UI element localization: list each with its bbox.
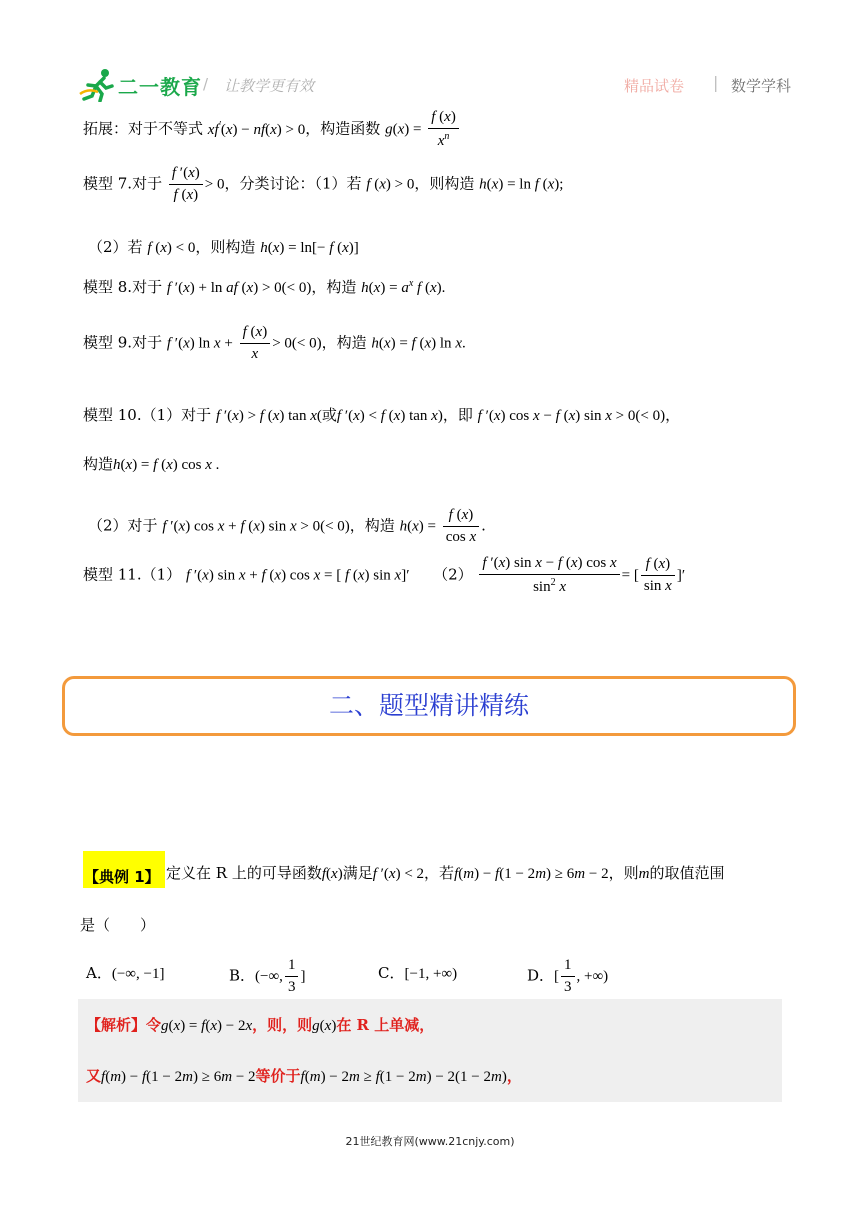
header-divider: / xyxy=(203,75,209,93)
stem-part-5: 的取值范围 xyxy=(649,864,725,882)
fraction: $\frac{\text{f ′(x) sin x − f (x) cos x}}{\sin^2 x}$ xyxy=(479,556,619,595)
model-8-mid: ，构造 xyxy=(311,278,357,296)
analysis-line-2-a: 又 xyxy=(86,1067,102,1085)
formula: f(m) − f(1 − 2m) ≥ 6m − 2 xyxy=(101,1069,256,1085)
option-b[interactable] xyxy=(229,958,305,995)
model-7-case-2-mid: ，则构造 xyxy=(195,238,256,256)
header-tag-premium: 精品试卷 xyxy=(624,77,685,95)
fraction: $\frac{f '(x)}{f (x)}$ xyxy=(169,166,203,203)
fraction: $\frac{f (x)}{x}$ xyxy=(240,325,271,362)
runner-logo-icon xyxy=(78,68,120,102)
formula: h(x) = f (x) ln x. xyxy=(371,335,466,352)
formula: m xyxy=(638,866,650,882)
formula: f(m) − f(1 − 2m) ≥ 6m − 2 xyxy=(454,866,609,882)
formula: h(x) = ln f (x); xyxy=(479,176,564,193)
model-9-label: 模型 9.对于 xyxy=(83,333,163,352)
analysis-panel xyxy=(78,999,782,1102)
model-10-mid: ，即 xyxy=(442,406,473,424)
fraction: $\frac{f (x)}{x^n}$ xyxy=(428,110,459,149)
model-10-or: 或 xyxy=(321,406,337,424)
model-7-mid2: ，则构造 xyxy=(414,174,475,193)
brand-name: 二一教育 xyxy=(118,75,202,99)
example-tag: 【典例 1】 xyxy=(84,868,160,886)
analysis-line-2-b: 等价于 xyxy=(255,1067,301,1085)
formula: $h(x) = a^x$ f (x). xyxy=(361,278,446,296)
formula: ] xyxy=(300,968,306,985)
formula: > 0 xyxy=(204,176,225,193)
formula: = [ xyxy=(621,567,639,584)
extension-label: 拓展：对于不等式 xyxy=(83,119,204,138)
formula: > 0(< 0) xyxy=(272,335,322,352)
formula: f ′(x) sin x + f (x) cos x = [ f (x) sin x]′ xyxy=(185,567,410,584)
formula: h(x) = xyxy=(399,518,436,535)
stem-part-1: 定义在 R 上的可导函数 xyxy=(166,864,322,882)
formula: f ′(x) cos x − f (x) sin x > 0(< 0)， xyxy=(477,408,681,424)
model-11-label: 模型 11.（1） xyxy=(83,565,182,584)
section-title: 二、题型精讲精练 xyxy=(328,691,529,720)
model-7-case-2-label: （2）若 xyxy=(88,238,143,256)
model-8-label: 模型 8.对于 xyxy=(83,278,163,296)
model-10-case-2-mid: ，构造 xyxy=(349,516,395,535)
formula: f(x) xyxy=(321,866,343,882)
option-d-label: D． xyxy=(527,966,555,985)
formula: (−∞, xyxy=(255,968,283,985)
formula: g(x) = f(x) − 2x xyxy=(161,1018,253,1034)
stem-part-4: ，则 xyxy=(608,864,639,882)
option-d[interactable] xyxy=(527,958,608,995)
page-footer: 21世纪教育网(www.21cnjy.com) xyxy=(345,1135,515,1148)
formula: f ′(x) + ln af (x) > 0(< 0) xyxy=(166,280,312,296)
model-7-mid: ，分类讨论：（1）若 xyxy=(224,174,362,193)
model-10-label: 模型 10.（1）对于 xyxy=(83,406,212,424)
fraction: $\frac{1}{3}$ xyxy=(285,958,299,995)
analysis-line-1 xyxy=(86,1018,434,1034)
model-9-line xyxy=(83,325,466,362)
fraction: $\frac{f (x)}{\text{sin x}}$ xyxy=(641,557,675,594)
header-tag-subject: 数学学科 xyxy=(731,77,792,95)
formula: xf′(x) − nf(x) > 0 xyxy=(207,119,306,138)
option-a[interactable] xyxy=(86,966,164,982)
analysis-tag: 【解析】令 xyxy=(86,1016,162,1034)
formula: h(x) = ln[− f (x)] xyxy=(260,240,359,256)
formula: [ xyxy=(554,968,560,985)
fraction: $\frac{1}{3}$ xyxy=(561,958,575,995)
extension-mid: ，构造函数 xyxy=(305,119,381,138)
formula: f(m) − 2m ≥ f(1 − 2m) − 2(1 − 2m) xyxy=(300,1069,507,1085)
formula: f ′(x) ln x + xyxy=(166,335,233,352)
model-7-line xyxy=(83,166,563,203)
formula: h(x) = f (x) cos x . xyxy=(113,457,220,473)
option-b-label: B． xyxy=(229,966,256,985)
model-10-line xyxy=(83,408,680,424)
option-c-label: C． xyxy=(378,964,405,982)
analysis-mid-1: ，则，则 xyxy=(252,1016,313,1034)
formula: f ′(x) < 2 xyxy=(372,866,425,882)
extension-line xyxy=(83,110,461,149)
example-stem-cont: 是（ ） xyxy=(80,916,156,934)
formula: , +∞) xyxy=(576,968,609,985)
analysis-line-2-c: ， xyxy=(506,1067,522,1085)
model-10-construct-label: 构造 xyxy=(83,455,114,473)
stem-part-2: 满足 xyxy=(342,864,373,882)
formula: g(x) xyxy=(312,1018,337,1034)
formula: f ′(x) < f (x) tan x) xyxy=(336,408,443,424)
formula: [−1, +∞) xyxy=(404,966,458,982)
formula: f ′(x) cos x + f (x) sin x > 0(< 0) xyxy=(162,518,350,535)
formula: f (x) < 0 xyxy=(147,240,196,256)
model-9-mid: ，构造 xyxy=(321,333,367,352)
brand-slogan: 让教学更有效 xyxy=(224,77,315,95)
analysis-mid-2: 在 R 上单减， xyxy=(336,1016,435,1034)
formula: (−∞, −1] xyxy=(111,966,165,982)
model-7-label: 模型 7.对于 xyxy=(83,174,163,193)
stem-part-3: ，若 xyxy=(424,864,455,882)
analysis-line-2 xyxy=(86,1069,522,1085)
model-11-case-2-label: （2） xyxy=(433,565,473,584)
model-10-case-2-label: （2）对于 xyxy=(88,516,158,535)
model-11-line xyxy=(83,556,685,595)
option-c[interactable] xyxy=(378,966,457,982)
header-tag-separator: | xyxy=(713,73,719,92)
formula: f ′(x) > f (x) tan x( xyxy=(215,408,322,424)
formula: f (x) > 0 xyxy=(366,176,415,193)
formula: ]′ xyxy=(676,567,686,584)
model-7-case-2 xyxy=(88,240,359,256)
model-8-line xyxy=(83,279,445,296)
model-10-case-2: （2）对于 f ′(x) cos x + f (x) sin x > 0(< 0)，构造 h(x) = $\frac{f (x)}{\text{cos x}}$ . xyxy=(88,507,486,545)
formula: g(x) = xyxy=(385,121,422,138)
example-stem xyxy=(166,866,724,882)
fraction: $\frac{f (x)}{\text{cos x}}$ xyxy=(443,508,479,545)
option-a-label: A． xyxy=(86,964,112,982)
model-10-construct xyxy=(83,457,219,473)
